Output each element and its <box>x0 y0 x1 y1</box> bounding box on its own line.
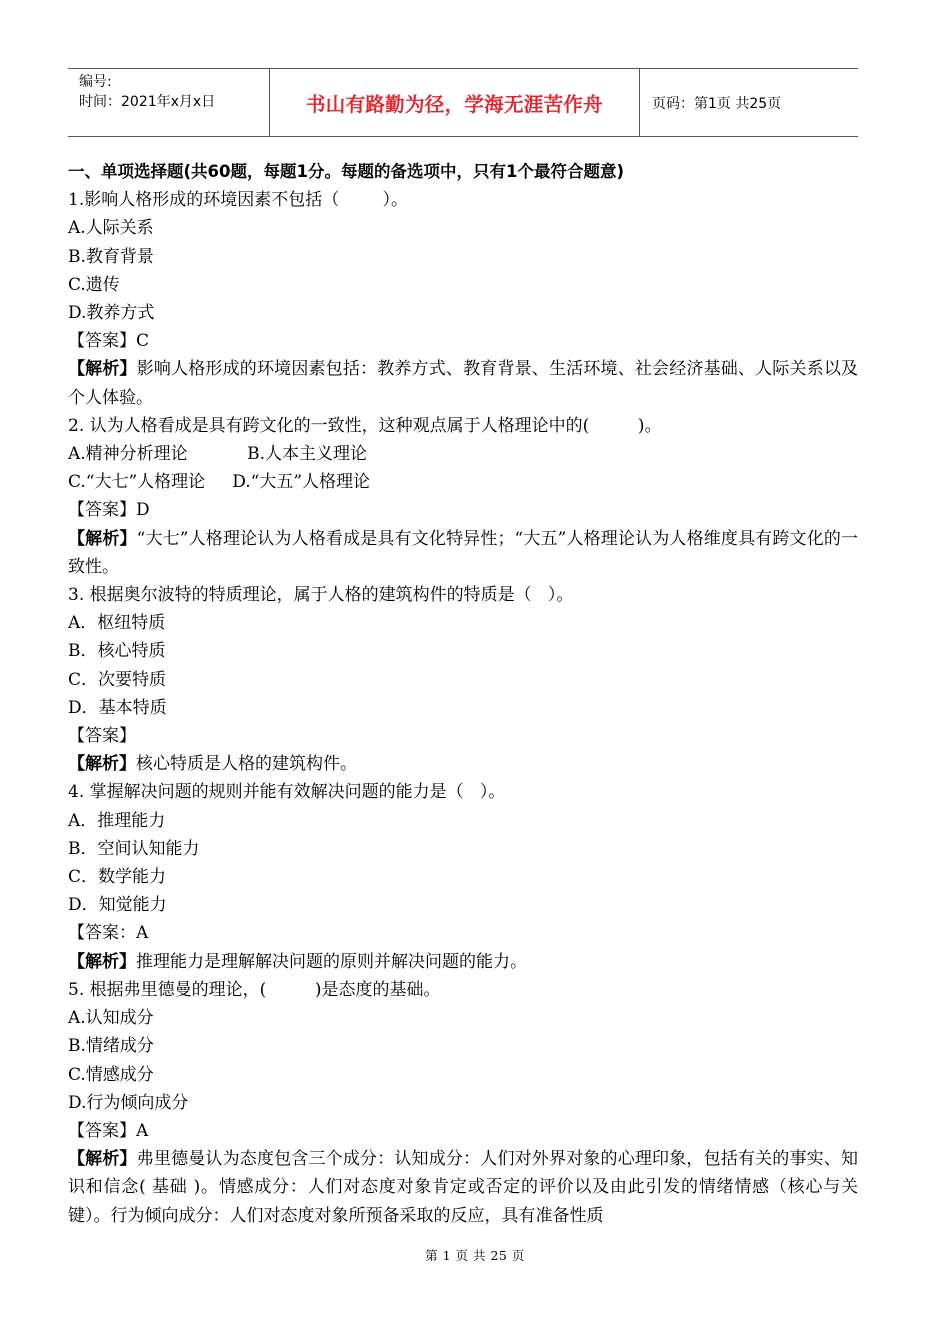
question-option: A.精神分析理论 B.人本主义理论 <box>68 444 368 465</box>
question-block <box>68 976 858 1230</box>
number-label: 编号: <box>79 74 112 90</box>
document-header <box>68 68 858 137</box>
question-option: A.认知成分 <box>68 1008 154 1029</box>
answer-line: 【答案】C <box>68 331 150 352</box>
explanation <box>68 948 858 976</box>
explanation-label: 【解析】 <box>68 1149 137 1170</box>
question-block <box>68 186 858 412</box>
question-stem: 2. 认为人格看成是具有跨文化的一致性，这种观点属于人格理论中的( )。 <box>68 415 662 436</box>
answer-line: 【答案：A <box>68 923 149 944</box>
explanation-label: 【解析】 <box>68 754 136 775</box>
section-title: 一、单项选择题(共60题，每题1分。每题的备选项中，只有1个最符合题意) <box>68 162 625 181</box>
explanation-label: 【解析】 <box>68 359 137 380</box>
question-option: D．知觉能力 <box>68 895 167 916</box>
question-option: B.教育背景 <box>68 246 154 267</box>
explanation-text: 影响人格形成的环境因素包括：教养方式、教育背景、生活环境、社会经济基础、人际关系以及个人体验。 <box>68 359 859 408</box>
question-option: A．推理能力 <box>68 810 166 831</box>
answer-line: 【答案】 <box>68 726 136 747</box>
explanation <box>68 355 858 411</box>
question-option: C．次要特质 <box>68 669 167 690</box>
question-option: B．空间认知能力 <box>68 838 200 859</box>
question-stem: 1.影响人格形成的环境因素不包括（ ）。 <box>68 190 408 211</box>
time-label: 时间：2021年x月x日 <box>79 94 216 110</box>
document-body <box>68 158 858 1230</box>
explanation-text: 推理能力是理解解决问题的原则并解决问题的能力。 <box>136 951 527 972</box>
question-option: B．核心特质 <box>68 641 166 662</box>
question-option: C.“大七”人格理论 D.“大五”人格理论 <box>68 472 371 493</box>
question-option: D．基本特质 <box>68 697 167 718</box>
question-block <box>68 778 858 975</box>
question-option: C．数学能力 <box>68 867 167 888</box>
question-option: C.情感成分 <box>68 1064 154 1085</box>
header-motto: 书山有路勤为径，学海无涯苦作舟 <box>270 69 640 136</box>
header-page-label: 页码：第1页 共25页 <box>652 95 782 112</box>
page-footer: 第 1 页 共 25 页 <box>425 1248 525 1263</box>
question-option: C.遗传 <box>68 274 120 295</box>
question-option: A．枢纽特质 <box>68 613 166 634</box>
question-option: B.情绪成分 <box>68 1036 154 1057</box>
question-stem: 5. 根据弗里德曼的理论，( )是态度的基础。 <box>68 979 441 1000</box>
explanation-text: “大七”人格理论认为人格看成是具有文化特异性；“大五”人格理论认为人格维度具有跨文化的一致性。 <box>68 528 859 577</box>
question-option: D.行为倾向成分 <box>68 1092 189 1113</box>
answer-line: 【答案】D <box>68 500 150 521</box>
question-block <box>68 581 858 778</box>
explanation <box>68 750 858 778</box>
explanation <box>68 1145 858 1230</box>
explanation-text: 弗里德曼认为态度包含三个成分：认知成分：人们对外界对象的心理印象，包括有关的事实、知识和信念( 基础 )。情感成分：人们对态度对象肯定或否定的评价以及由此引发的情绪情感（核心与关键）。行为倾向成分：人们对态度对象所预备采取的反应，具有准备性质 <box>68 1149 859 1226</box>
question-option: A.人际关系 <box>68 218 154 239</box>
question-stem: 3. 根据奥尔波特的特质理论，属于人格的建筑构件的特质是（ ）。 <box>68 585 574 606</box>
explanation-label: 【解析】 <box>68 528 137 549</box>
explanation-text: 核心特质是人格的建筑构件。 <box>136 754 357 775</box>
question-stem: 4. 掌握解决问题的规则并能有效解决问题的能力是（ ）。 <box>68 782 506 803</box>
answer-line: 【答案】A <box>68 1120 149 1141</box>
question-option: D.教养方式 <box>68 303 155 324</box>
explanation-label: 【解析】 <box>68 951 136 972</box>
question-block <box>68 412 858 581</box>
explanation <box>68 525 858 581</box>
header-meta-cell <box>68 69 270 136</box>
question-list <box>68 186 858 1230</box>
